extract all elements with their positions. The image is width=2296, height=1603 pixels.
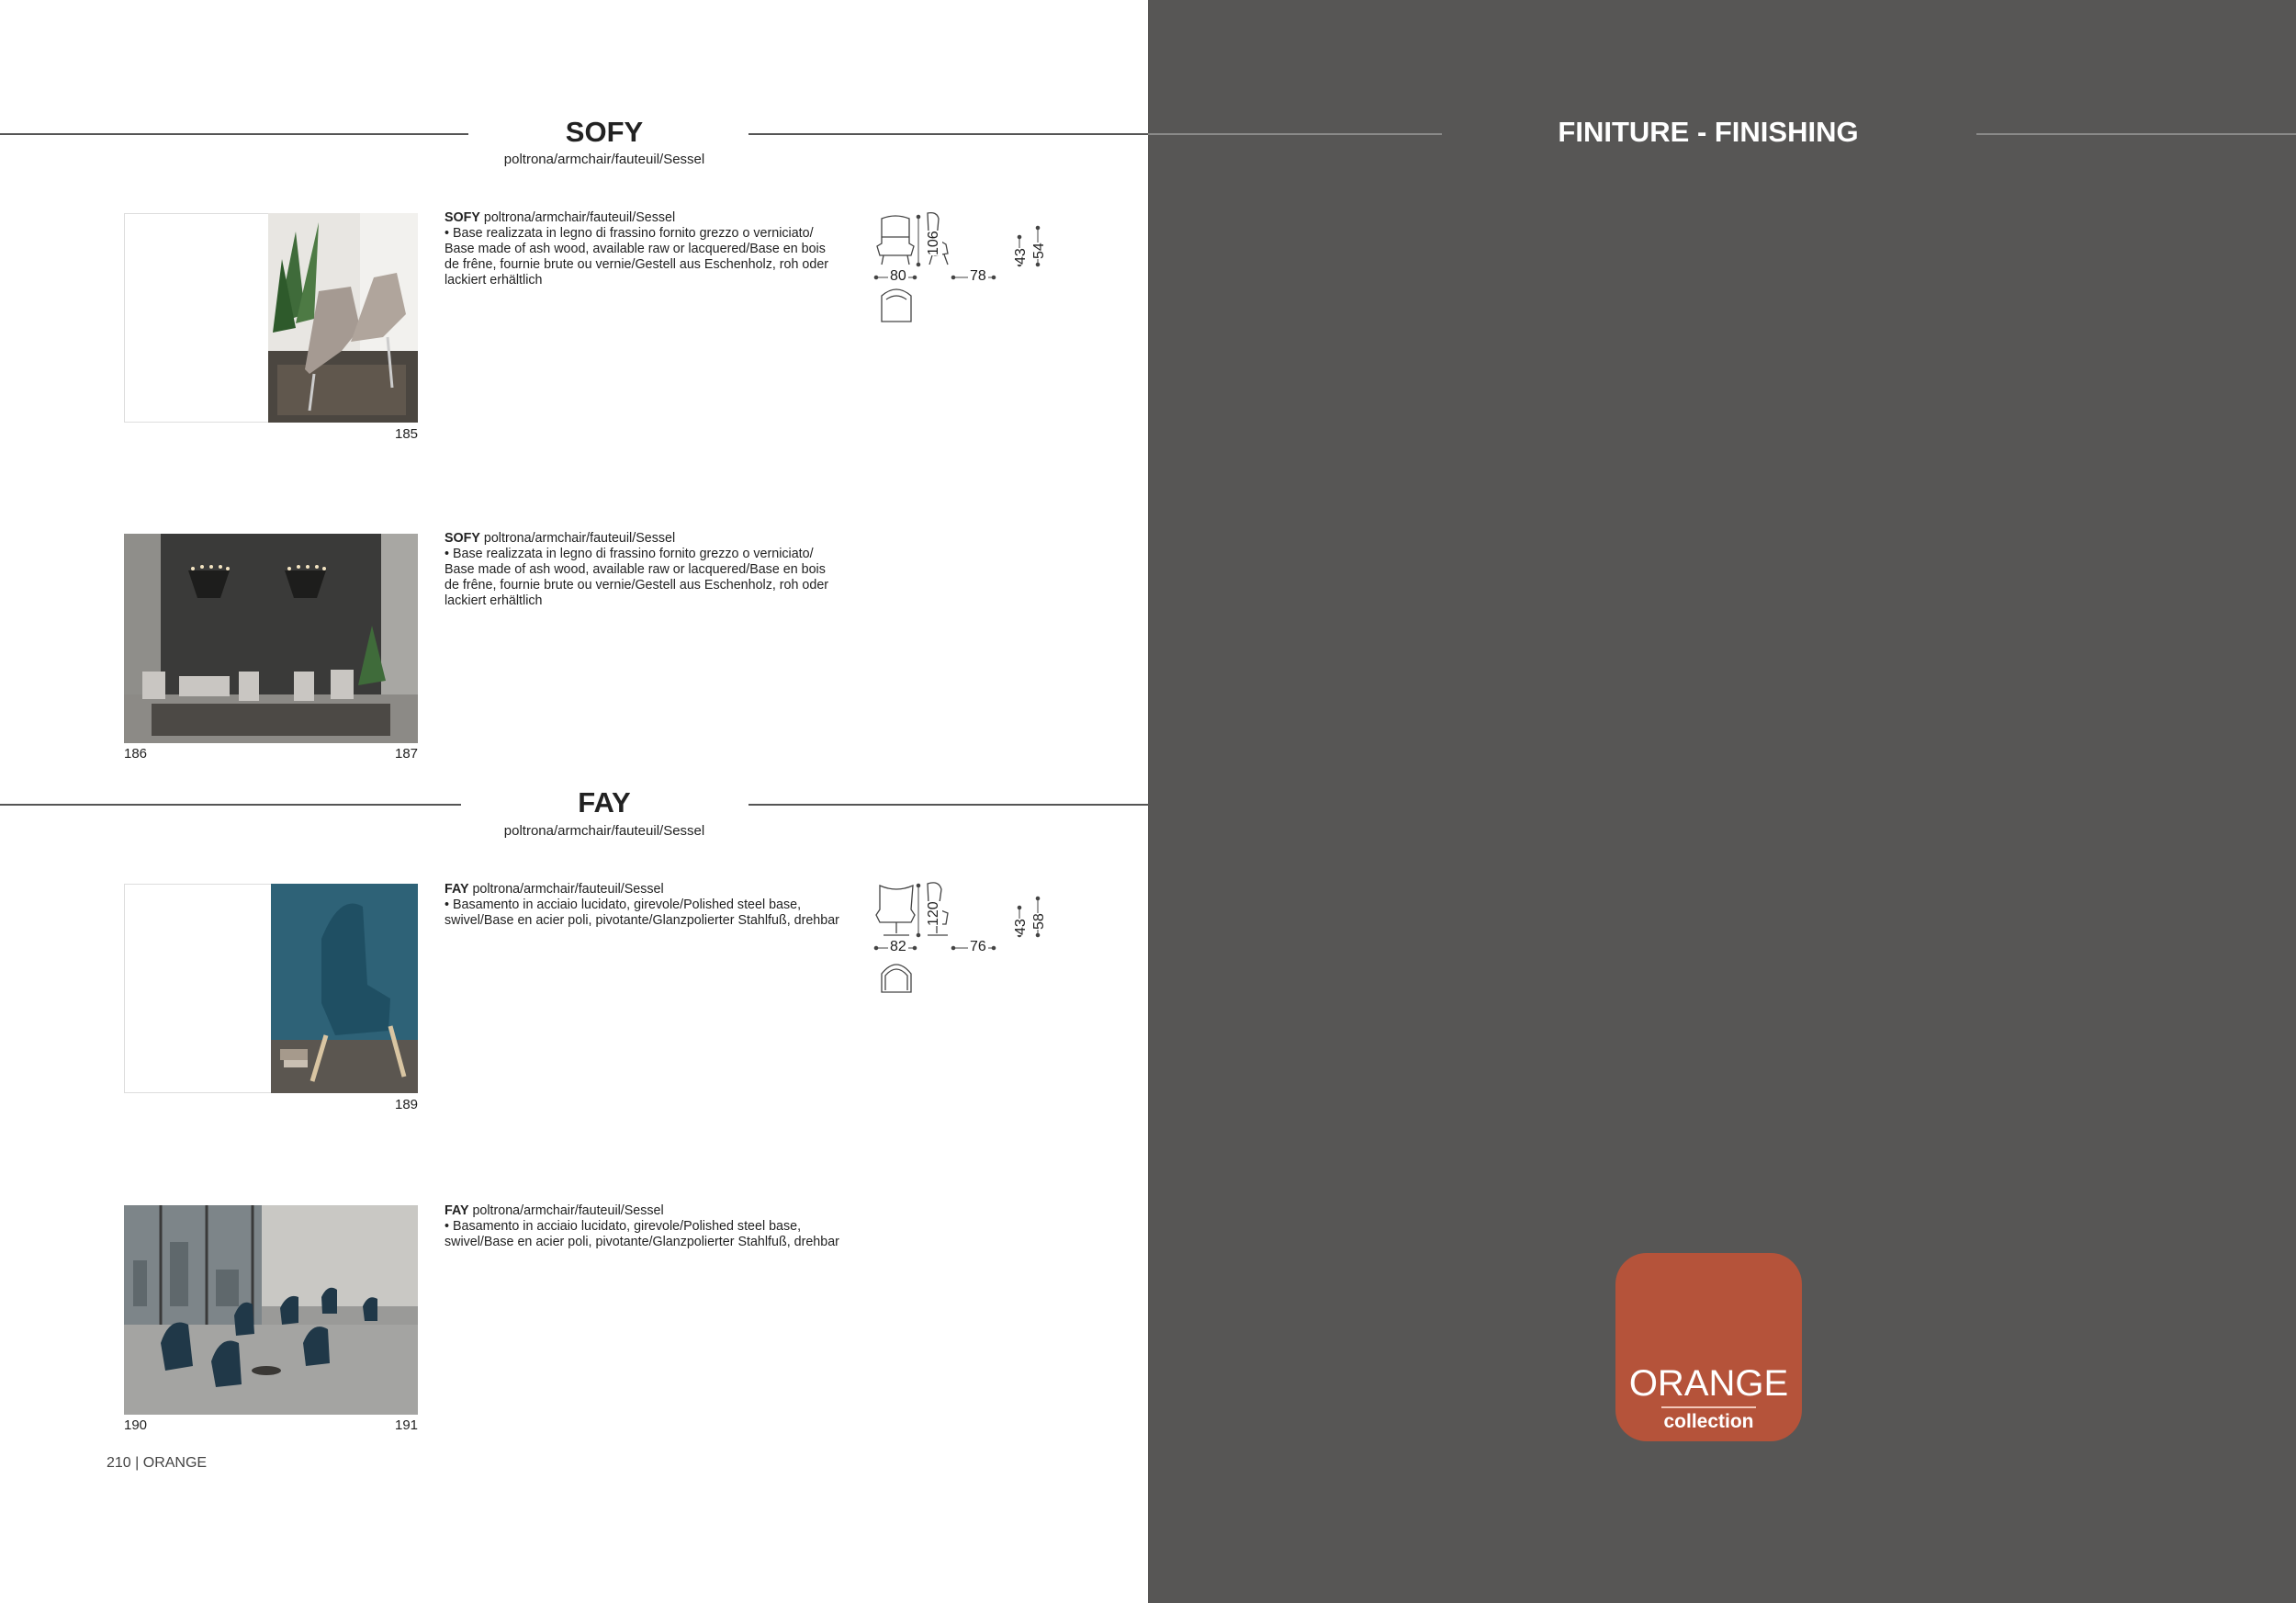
figure-number: 191 <box>395 1417 419 1433</box>
product-photo-sofy-ambient <box>124 534 418 743</box>
product-type: poltrona/armchair/fauteuil/Sessel <box>468 1203 664 1218</box>
product-name: FAY <box>445 1203 469 1218</box>
section-title-fay: FAY <box>578 786 631 818</box>
section-subtitle-fay: poltrona/armchair/fauteuil/Sessel <box>503 823 705 839</box>
dimension-width: 80 <box>890 268 906 284</box>
page-footer: 210 | ORANGE <box>107 1455 208 1471</box>
section-rule-left <box>0 804 461 806</box>
desc-line: lackiert erhältlich <box>445 593 543 608</box>
finishing-rule-left <box>1148 133 1442 135</box>
product-photo-fay-single <box>271 884 418 1093</box>
logo-wordmark: ORANGE <box>1628 1363 1789 1404</box>
section-title-sofy: SOFY <box>565 116 644 148</box>
dimension-seat-height: 43 <box>1013 248 1029 265</box>
dimension-width: 82 <box>890 939 906 954</box>
product-description-sofy-1 <box>445 210 849 288</box>
figure-number: 189 <box>395 1097 419 1112</box>
finishing-rule-right <box>1976 133 2296 135</box>
brand-logo <box>1615 1253 1802 1441</box>
product-name: SOFY <box>445 210 480 225</box>
dimension-height: 106 <box>926 231 941 255</box>
product-name: SOFY <box>445 531 480 546</box>
desc-line: de frêne, fournie brute ou vernie/Gestell aus Eschenholz, roh oder <box>445 257 829 272</box>
desc-line: swivel/Base en acier poli, pivotante/Glanzpolierter Stahlfuß, drehbar <box>445 1235 839 1249</box>
figure-number: 190 <box>124 1417 148 1433</box>
product-photo-sofy-single <box>268 213 418 423</box>
figure-number: 186 <box>124 746 148 762</box>
desc-line: • Basamento in acciaio lucidato, girevole/Polished steel base, <box>445 897 802 912</box>
product-description-fay-1 <box>445 882 867 929</box>
section-subtitle-sofy: poltrona/armchair/fauteuil/Sessel <box>503 152 705 167</box>
dimension-arm-height: 58 <box>1031 913 1047 930</box>
dimension-height: 120 <box>926 901 941 926</box>
desc-line: swivel/Base en acier poli, pivotante/Glanzpolierter Stahlfuß, drehbar <box>445 913 839 928</box>
desc-line: • Base realizzata in legno di frassino fornito grezzo o verniciato/ <box>445 547 814 561</box>
section-rule-right <box>748 804 1148 806</box>
logo-divider <box>1661 1406 1756 1408</box>
product-type: poltrona/armchair/fauteuil/Sessel <box>479 531 676 546</box>
desc-line: • Basamento in acciaio lucidato, girevole/Polished steel base, <box>445 1219 802 1234</box>
desc-line: Base made of ash wood, available raw or lacquered/Base en bois <box>445 562 826 577</box>
desc-line: lackiert erhältlich <box>445 273 543 288</box>
product-description-sofy-2 <box>445 531 849 609</box>
dimension-arm-height: 54 <box>1031 243 1047 259</box>
logo-subtitle: collection <box>1663 1411 1754 1432</box>
figure-number: 185 <box>395 426 419 442</box>
finishing-title: FINITURE - FINISHING <box>1558 116 1859 148</box>
desc-line: Base made of ash wood, available raw or lacquered/Base en bois <box>445 242 826 256</box>
section-rule-right <box>748 133 1148 135</box>
product-type: poltrona/armchair/fauteuil/Sessel <box>479 210 676 225</box>
section-rule-left <box>0 133 468 135</box>
product-photo-fay-ambient <box>124 1205 418 1415</box>
dimension-depth: 78 <box>970 268 986 284</box>
figure-number: 187 <box>395 746 419 762</box>
product-type: poltrona/armchair/fauteuil/Sessel <box>468 882 664 897</box>
desc-line: de frêne, fournie brute ou vernie/Gestell aus Eschenholz, roh oder <box>445 578 829 593</box>
desc-line: • Base realizzata in legno di frassino fornito grezzo o verniciato/ <box>445 226 814 241</box>
product-description-fay-2 <box>445 1203 867 1250</box>
dimension-seat-height: 43 <box>1013 919 1029 935</box>
dimension-depth: 76 <box>970 939 986 954</box>
product-name: FAY <box>445 882 469 897</box>
